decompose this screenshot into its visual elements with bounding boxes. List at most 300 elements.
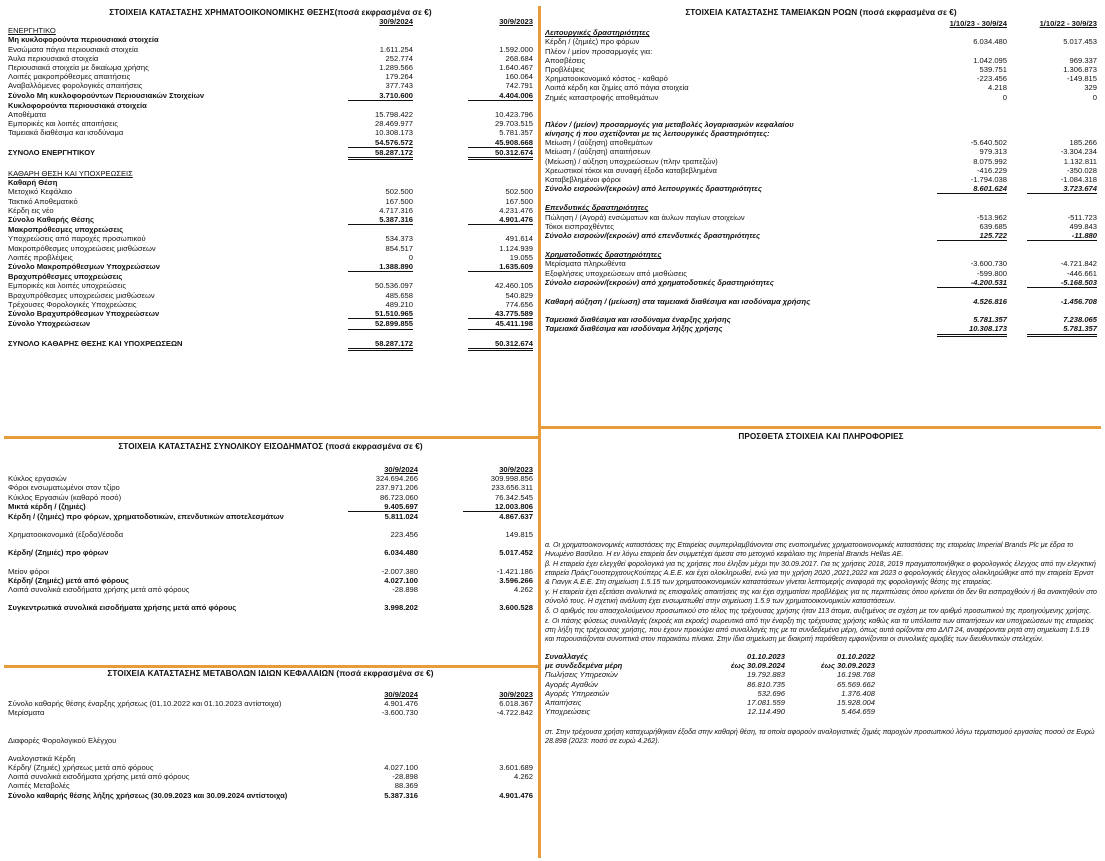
table-row: [545, 203, 1097, 212]
row-label: Εξοφλήσεις υποχρεώσεων από μισθώσεις: [545, 268, 687, 278]
value-previous: 499.843: [1069, 221, 1097, 231]
rp-label: Αγορές Αγαθών: [545, 679, 598, 689]
row-label: Μείωση / (αύξηση) αποθεμάτων: [545, 138, 653, 148]
table-row: [8, 110, 533, 119]
header-spacer: [8, 465, 348, 474]
table-row: [8, 169, 533, 178]
table-row: [8, 512, 533, 521]
value-previous: 43.775.589: [468, 309, 533, 319]
value-previous: 3.596.266: [499, 575, 533, 585]
table-row: [545, 120, 1097, 129]
row-label: ΣΥΝΟΛΟ ΕΝΕΡΓΗΤΙΚΟΥ: [8, 147, 96, 157]
row-label: ΣΥΝΟΛΟ ΚΑΘΑΡΗΣ ΘΕΣΗΣ ΚΑΙ ΥΠΟΧΡΕΩΣΕΩΝ: [8, 338, 183, 348]
row-label: Χρηματοοικονομικό κόστος - καθαρό: [545, 74, 668, 84]
column-header-2: 30/9/2023: [499, 465, 533, 474]
value-current: 854.517: [385, 243, 413, 253]
value-current: 1.042.095: [973, 55, 1007, 65]
rp-value-current: 86.810.735: [746, 679, 785, 689]
table-row: [8, 119, 533, 128]
table-row: [8, 225, 533, 234]
value-previous: 167.500: [505, 196, 533, 206]
value-current: 10.308.173: [374, 128, 413, 138]
value-current: 58.287.172: [348, 148, 413, 160]
value-current: -5.640.502: [970, 138, 1007, 148]
notes-paragraphs: [545, 541, 1097, 644]
row-label: Μικτά κέρδη / (ζημιές): [8, 501, 86, 511]
value-current: 9.405.697: [348, 502, 418, 512]
table-row: [545, 37, 1097, 46]
table-row: [8, 483, 533, 492]
value-previous: -4.721.842: [1060, 259, 1097, 269]
rp-col2-header: 01.10.2022: [836, 652, 875, 661]
row-label: ΕΝΕΡΓΗΤΙΚΟ: [8, 26, 56, 36]
value-current: 8.075.992: [973, 156, 1007, 166]
related-parties-table: [545, 652, 875, 716]
row-label: Καταβεβλημένοι φόροι: [545, 175, 621, 185]
value-current: 252.774: [385, 53, 413, 63]
row-label: Λοιπές Μεταβολές: [8, 781, 70, 791]
row-label: Μερίσματα πληρωθέντα: [545, 259, 626, 269]
value-previous: 0: [1092, 92, 1097, 102]
value-current: 4.027.100: [384, 763, 418, 773]
row-label: Εμπορικές και λοιπές υποχρεώσεις: [8, 281, 126, 291]
table-row: [8, 781, 533, 790]
table-row: [8, 319, 533, 329]
value-previous: 5.781.357: [499, 128, 533, 138]
table-row: [545, 65, 1097, 74]
note-paragraph: ε. Οι πάσης φύσεως συναλλαγές (εκροές και εκροές) σωρευτικά από την έναρξη της τρέχουσας χρήσης καθώς και τα υπόλοιπα των απαιτήσεων και υποχρεώσεων της εταιρείας στη λήξη της τρέχουσας χρήσης, που έχουν προκύψει από συναλλαγές της με τα συνδεδεμένα μέρη, όπως αυτά ορίζονται στο ΔΛΠ 24, αναφέρονται ρητά στη σημείωση 1.5.19 και παρουσιάζονται συνοπτικά στον παρακάτω πίνακα. Στην ίδια σημείωση με διακριτή παράθεση εμφανίζονται οι συνολικές αμοιβές των διευθυντικών στελεχών.: [545, 617, 1094, 643]
row-label: Υποχρεώσεις από παροχές προσωπικού: [8, 234, 146, 244]
table-row: [545, 83, 1097, 92]
column-header-2: 30/9/2023: [499, 690, 533, 699]
table-row: [545, 138, 1097, 147]
row-label: Βραχυπρόθεσμες υποχρεώσεις μισθώσεων: [8, 290, 155, 300]
row-label: Σύνολο Καθαρής Θέσης: [8, 215, 94, 225]
value-current: 28.469.977: [374, 119, 413, 129]
value-previous: 502.500: [505, 187, 533, 197]
row-label: Σύνολο εισροών/(εκροών) από λειτουργικές δραστηριότητες: [545, 184, 762, 194]
value-previous: 42.460.105: [494, 281, 533, 291]
value-current: 5.387.316: [348, 215, 413, 225]
table-row: [545, 47, 1097, 56]
value-previous: -149.815: [1067, 74, 1097, 84]
notes-footer: στ. Στην τρέχουσα χρήση καταχωρήθηκαν έξοδα στην καθαρή θέση, τα οποία αφορούν αναλογιστικές ζημιές παροχών προσωπικού λόγω τερματισμού εργασίας ποσού σε Ευρώ 28.898 (2023: ποσό σε ευρώ 4.262).: [545, 728, 1095, 746]
rp-value-previous: 15.928.004: [836, 698, 875, 708]
value-current: -223.456: [977, 74, 1007, 84]
column-header-1: 30/9/2024: [379, 17, 413, 26]
value-current: 237.971.206: [375, 483, 418, 493]
row-label: Κέρδη / (ζημιές) προ φόρων: [545, 37, 640, 47]
column-header-1: 1/10/23 - 30/9/24: [949, 19, 1007, 28]
table-row: [545, 28, 1097, 37]
rp-value-current: 17.081.559: [746, 698, 785, 708]
row-label: Σύνολο εισροών/(εκροών) από χρηματοδοτικές δραστηριότητες: [545, 277, 774, 287]
table-row: [545, 213, 1097, 222]
table-row: [8, 708, 533, 717]
row-label: ΚΑΘΑΡΗ ΘΕΣΗ ΚΑΙ ΥΠΟΧΡΕΩΣΕΙΣ: [8, 169, 133, 179]
row-label: κίνησης ή που σχετίζονται με τις λειτουργικές δραστηριότητες:: [545, 129, 770, 139]
value-current: 5.387.316: [384, 790, 418, 800]
value-previous: 160.064: [505, 72, 533, 82]
table-row: [8, 101, 533, 110]
table-row: [8, 339, 533, 351]
value-current: -3.600.730: [970, 259, 1007, 269]
spacer-row: [8, 745, 533, 754]
rp-label: Απαιτήσεις: [545, 698, 582, 708]
value-previous: 1.592.000: [499, 44, 533, 54]
table-row: [8, 567, 533, 576]
spacer-row: [8, 594, 533, 603]
row-label: Διαφορές Φορολογικού Ελέγχου: [8, 735, 117, 745]
value-current: 1.388.890: [348, 262, 413, 272]
table-row: [8, 138, 533, 148]
row-label: Χρηματοδοτικές δραστηριότητες: [545, 250, 662, 260]
table-row: [8, 754, 533, 763]
table-row: [545, 297, 1097, 306]
row-label: Αναλογιστικά Κέρδη: [8, 753, 76, 763]
value-current: 223.456: [390, 530, 418, 540]
table-row: [545, 129, 1097, 138]
rp-row: [545, 689, 875, 698]
row-label: Τρέχουσες Φορολογικές Υποχρεώσεις: [8, 299, 137, 309]
value-current: 125.722: [937, 231, 1007, 241]
spacer-row: [545, 194, 1097, 203]
table-row: [8, 206, 533, 215]
table-header-row: [545, 19, 1097, 28]
rp-row: [545, 680, 875, 689]
additional-info-section: [545, 432, 1097, 746]
value-previous: 6.018.367: [499, 699, 533, 709]
table-row: [8, 281, 533, 290]
value-previous: 45.908.668: [468, 138, 533, 148]
spacer-row: [545, 111, 1097, 120]
rp-label: Αγορές Υπηρεσιών: [545, 688, 610, 698]
balance-sheet-section: [8, 8, 533, 351]
table-row: [8, 128, 533, 137]
value-previous: 742.791: [505, 81, 533, 91]
row-label: Σύνολο Μακροπρόθεσμων Υποχρεώσεων: [8, 262, 160, 272]
value-current: 179.264: [385, 72, 413, 82]
row-label: Σύνολο Υποχρεώσεων: [8, 319, 91, 329]
table-row: [545, 184, 1097, 194]
row-label: Λοιπά κέρδη και ζημίες από πάγια στοιχεία: [545, 83, 689, 93]
rp-label: Υποχρεώσεις: [545, 707, 591, 717]
table-row: [8, 262, 533, 272]
equity-changes-section: [8, 669, 533, 800]
value-previous: -11.880: [1027, 231, 1097, 241]
equity-changes-table: [8, 690, 533, 800]
row-label: Τακτικό Αποθεματικό: [8, 196, 78, 206]
table-row: [545, 259, 1097, 268]
column-divider: [538, 6, 541, 858]
row-label: Σύνολο καθαρής θέσης έναρξης χρήσεως (01.10.2022 και 01.10.2023 αντίστοιχα): [8, 699, 282, 709]
column-header-1: 30/9/2024: [384, 690, 418, 699]
table-row: [545, 324, 1097, 336]
spacer-row: [8, 330, 533, 339]
value-previous: 1.124.939: [499, 243, 533, 253]
value-current: 4.901.476: [384, 699, 418, 709]
row-label: Καθαρή αύξηση / (μείωση) στα ταμειακά διαθέσιμα και ισοδύναμα χρήσης: [545, 297, 811, 307]
row-label: Χρεωστικοί τόκοι και συναφή έξοδα καταβεβλημένα: [545, 165, 717, 175]
value-current: 4.717.316: [379, 205, 413, 215]
value-current: 502.500: [385, 187, 413, 197]
row-label: Προβλέψεις: [545, 65, 585, 75]
spacer-row: [8, 539, 533, 548]
value-previous: 491.614: [505, 234, 533, 244]
row-label: Λειτουργικές δραστηριότητες: [545, 28, 650, 38]
value-previous: -350.028: [1067, 165, 1097, 175]
row-label: Κέρδη εις νέο: [8, 205, 54, 215]
income-statement-table: [8, 465, 533, 612]
table-row: [8, 253, 533, 262]
value-current: 10.308.173: [937, 324, 1007, 336]
value-previous: 309.998.856: [490, 474, 533, 484]
table-row: [545, 93, 1097, 102]
column-header-2: 30/9/2023: [499, 17, 533, 26]
value-previous: 4.231.476: [499, 205, 533, 215]
additional-info-title: ΠΡΟΣΘΕΤΑ ΣΤΟΙΧΕΙΑ ΚΑΙ ΠΛΗΡΟΦΟΡΙΕΣ: [738, 432, 904, 441]
row-label: (Μείωση) / αύξηση υποχρεώσεων (πλην τραπεζών): [545, 156, 718, 166]
value-previous: 45.411.198: [468, 319, 533, 329]
value-current: 88.369: [394, 781, 418, 791]
table-row: [545, 269, 1097, 278]
value-previous: 4.262: [513, 585, 533, 595]
value-current: 979.313: [979, 147, 1007, 157]
value-current: -599.800: [977, 268, 1007, 278]
table-row: [8, 187, 533, 196]
value-previous: -4.722.842: [496, 708, 533, 718]
section-divider: [4, 665, 538, 668]
table-row: [8, 300, 533, 309]
table-row: [8, 603, 533, 612]
row-label: Πώληση / (Αγορά) ενσώματων και άυλων παγίων στοιχείων: [545, 212, 745, 222]
row-label: Σύνολο Μη κυκλοφορούντων Περιουσιακών Στοιχείων: [8, 90, 205, 100]
rp-rows: [545, 670, 875, 716]
value-current: 1.289.566: [379, 63, 413, 73]
row-label: Αποσβέσεις: [545, 55, 586, 65]
row-label: [8, 138, 348, 148]
value-previous: 4.901.476: [499, 790, 533, 800]
row-label: Σύνολο καθαρής θέσης λήξης χρήσεως (30.09.2023 και 30.09.2024 αντίστοιχα): [8, 790, 288, 800]
value-previous: 268.684: [505, 53, 533, 63]
table-row: [8, 791, 533, 800]
value-current: 4.218: [987, 83, 1007, 93]
value-previous: 76.342.545: [494, 492, 533, 502]
table-row: [8, 530, 533, 539]
spacer-row: [8, 558, 533, 567]
equity-changes-title: ΣΤΟΙΧΕΙΑ ΚΑΤΑΣΤΑΣΗΣ ΜΕΤΑΒΟΛΩΝ ΙΔΙΩΝ ΚΕΦΑΛΑΙΩΝ (ποσά εκφρασμένα σε €): [107, 669, 434, 678]
table-row: [8, 291, 533, 300]
value-previous: 1.306.873: [1063, 65, 1097, 75]
value-previous: -1.456.708: [1060, 297, 1097, 307]
row-label: Καθαρή Θέση: [8, 178, 58, 188]
spacer-row: [545, 288, 1097, 297]
value-previous: 7.238.065: [1063, 315, 1097, 325]
value-previous: -5.168.503: [1027, 278, 1097, 288]
rp-value-previous: 5.464.659: [841, 707, 875, 717]
row-label: Σύνολο Βραχυπρόθεσμων Υποχρεώσεων: [8, 309, 160, 319]
value-current: 1.611.254: [379, 44, 413, 54]
rp-col1-subheader: έως 30.09.2024: [730, 661, 785, 671]
value-current: 8.601.624: [937, 184, 1007, 194]
cash-flow-title: ΣΤΟΙΧΕΙΑ ΚΑΤΑΣΤΑΣΗΣ ΤΑΜΕΙΑΚΩΝ ΡΟΩΝ (ποσά εκφρασμένα σε €): [685, 8, 957, 17]
row-label: Μείον φόροι: [8, 566, 49, 576]
table-row: [8, 576, 533, 585]
table-row: [8, 234, 533, 243]
table-row: [545, 222, 1097, 231]
value-previous: 5.017.453: [1063, 37, 1097, 47]
table-row: [545, 278, 1097, 288]
table-row: [8, 699, 533, 708]
rp-value-previous: 65.569.662: [836, 679, 875, 689]
table-row: [8, 272, 533, 281]
row-label: Περιουσιακά στοιχεία με δικαίωμα χρήσης: [8, 63, 149, 73]
spacer-row: [545, 102, 1097, 111]
value-previous: 4.262: [513, 772, 533, 782]
value-current: -1.794.038: [970, 175, 1007, 185]
row-label: Μείωση / (αύξηση) απαιτήσεων: [545, 147, 651, 157]
value-current: -513.962: [977, 212, 1007, 222]
table-row: [8, 54, 533, 63]
value-current: 167.500: [385, 196, 413, 206]
row-label: Βραχυπρόθεσμες υποχρεώσεις: [8, 272, 123, 282]
value-current: 86.723.060: [379, 492, 418, 502]
value-current: -3.600.730: [381, 708, 418, 718]
note-paragraph: δ. Ο αριθμός του απασχολούμενου προσωπικού στο τέλος της τρέχουσας χρήσης ήταν 113 άτομα, αυξημένος σε σχέση με τον αριθμό προσωπικού της προηγούμενης χρήσης.: [545, 607, 1092, 615]
table-row: [8, 474, 533, 483]
table-row: [8, 548, 533, 557]
row-label: Συγκεντρωτικά συνολικά εισοδήματα χρήσης μετά από φόρους: [8, 603, 237, 613]
value-previous: 1.635.609: [468, 262, 533, 272]
value-current: 6.034.480: [973, 37, 1007, 47]
rp-value-current: 532.696: [757, 688, 785, 698]
value-previous: -3.304.234: [1060, 147, 1097, 157]
row-label: Αποθέματα: [8, 110, 47, 120]
note-paragraph: α. Οι χρηματοοικονομικές καταστάσεις της Εταιρείας συμπεριλαμβάνονται στις ενοποιημένες χρηματοοικονομικές καταστάσεις της εταιρείας Imperial Brands Plc με έδρα το Ηνωμένο Βασίλειο. Η εν λόγω εταιρεία δεν συμμετέχει άμεσα στο μετοχικό κεφάλαιο της Imperial Brands Hellas AE.: [545, 541, 1074, 558]
value-previous: -446.661: [1067, 268, 1097, 278]
spacer-row: [8, 727, 533, 736]
table-row: [8, 91, 533, 101]
row-label: Μη κυκλοφορούντα περιουσιακά στοιχεία: [8, 35, 159, 45]
rp-value-previous: 16.198.768: [836, 670, 875, 680]
table-row: [8, 309, 533, 319]
table-row: [8, 763, 533, 772]
value-previous: 29.703.515: [494, 119, 533, 129]
rp-col2-subheader: έως 30.09.2023: [820, 661, 875, 671]
rp-title: Συναλλαγές: [545, 652, 588, 661]
row-label: Ζημιές καταστροφής αποθεμάτων: [545, 92, 659, 102]
value-current: 0: [408, 252, 413, 262]
row-label: Φόροι ενσωματωμένοι στον τζίρο: [8, 483, 120, 493]
header-spacer: [545, 19, 937, 28]
value-current: -28.898: [392, 585, 418, 595]
row-label: Εμπορικές και λοιπές απαιτήσεις: [8, 119, 118, 129]
value-current: 6.034.480: [384, 548, 418, 558]
value-current: 0: [1002, 92, 1007, 102]
value-previous: 4.404.006: [468, 91, 533, 101]
value-previous: 3.600.528: [499, 603, 533, 613]
row-label: Λοιπές μακροπρόθεσμες απαιτήσεις: [8, 72, 131, 82]
table-row: [545, 157, 1097, 166]
table-row: [8, 63, 533, 72]
row-label: Τόκοι εισπραχθέντες: [545, 221, 614, 231]
value-current: 485.658: [385, 290, 413, 300]
table-row: [545, 250, 1097, 259]
row-label: Κύκλος Εργασιών (καθαρό ποσό): [8, 492, 122, 502]
row-label: Πλέον / μείον προσαρμογές για:: [545, 46, 653, 56]
row-label: Πλέον / (μείον) προσαρμογές για μεταβολές λογαριασμών κεφαλαίου: [545, 119, 794, 129]
row-label: Μακροπρόθεσμες υποχρεώσεις: [8, 225, 124, 235]
value-previous: 5.017.452: [499, 548, 533, 558]
row-label: Ταμειακά διαθέσιμα και ισοδύναμα έναρξης χρήσης: [545, 315, 731, 325]
rp-value-current: 19.792.883: [746, 670, 785, 680]
balance-sheet-title: ΣΤΟΙΧΕΙΑ ΚΑΤΑΣΤΑΣΗΣ ΧΡΗΜΑΤΟΟΙΚΟΝΟΜΙΚΗΣ ΘΕΣΗΣ(ποσά εκφρασμένα σε €): [109, 8, 432, 17]
rp-value-current: 12.114.490: [747, 707, 785, 717]
value-previous: 1.132.811: [1063, 156, 1097, 166]
row-label: Κέρδη / (ζημιές) προ φόρων, χρηματοδοτικών, επενδυτικών αποτελεσμάτων: [8, 512, 284, 522]
column-header-2: 1/10/22 - 30/9/23: [1039, 19, 1097, 28]
table-row: [8, 493, 533, 502]
table-row: [545, 315, 1097, 324]
value-previous: 3.601.689: [499, 763, 533, 773]
section-divider: [4, 436, 538, 439]
value-current: -28.898: [392, 772, 418, 782]
table-row: [545, 147, 1097, 156]
table-row: [8, 81, 533, 90]
table-row: [8, 35, 533, 44]
value-current: -4.200.531: [937, 278, 1007, 288]
row-label: Κυκλοφορούντα περιουσιακά στοιχεία: [8, 100, 147, 110]
value-current: 489.210: [385, 299, 413, 309]
value-previous: 969.337: [1069, 55, 1097, 65]
value-current: 50.536.097: [374, 281, 413, 291]
value-current: 639.685: [979, 221, 1007, 231]
rp-row: [545, 670, 875, 679]
value-previous: 50.312.674: [468, 339, 533, 351]
row-label: Ενσώματα πάγια περιουσιακά στοιχεία: [8, 44, 139, 54]
value-previous: -1.084.318: [1060, 175, 1097, 185]
row-label: Λοιπές προβλέψεις: [8, 252, 73, 262]
value-previous: -511.723: [1067, 212, 1097, 222]
value-previous: 233.656.311: [491, 483, 533, 493]
value-current: 54.576.572: [348, 138, 413, 148]
value-previous: 1.640.467: [499, 63, 533, 73]
value-current: 377.743: [385, 81, 413, 91]
row-label: Κέρδη/ (Ζημιές) μετά από φόρους: [8, 575, 129, 585]
note-paragraph: γ. Η εταιρεία έχει εξετάσει αναλυτικά τις επισφαλείς απαιτήσεις της και έχει σχηματίσει προβλέψεις για τις περιπτώσεις όπου κρίνεται ότι δεν θα εισπραχθούν ή θα ανακτηθούν στο σύνολό τους. Η σχετική ανάλυση έχει ενσωματωθεί στην σημείωση 1.5.9 των χρηματοοικονομικών καταστάσεων.: [545, 588, 1097, 605]
value-current: 58.287.172: [348, 339, 413, 351]
table-header-row: [8, 17, 533, 26]
rp-subtitle: με συνδεδεμένα μέρη: [545, 661, 623, 671]
table-row: [8, 585, 533, 594]
value-previous: 4.901.476: [468, 215, 533, 225]
header-spacer: [8, 690, 348, 699]
header-spacer: [8, 17, 348, 26]
note-paragraph: β. Η εταιρεία έχει ελεγχθεί φορολογικά για τις χρήσεις που έληξαν μέχρι την 30.09.2017. Για τις χρήσεις 2018, 2019 πραγματοποιήθηκε ο φορολογικός έλεγχος από την ελεγκτική εταιρεία ΠράιςΓουοτερχαουςΚούπερς Α.Ε.Ε. και έχει ολοκληρωθεί, ενώ για την χρήση 2020 ,2021,2022 και 2023 ο φορολογικός έλεγχος ολοκληρώθηκε από την εταιρεία Έρνστ & Γιανγκ Α.Ε.Ε. Στη σημείωση 1.5.15 των χρηματοοικονομικών καταστάσεων γίνεται λεπτομερής αναφορά της φορολογικής θέσης της εταιρείας.: [545, 560, 1096, 586]
table-row: [8, 178, 533, 187]
value-current: 5.811.024: [384, 512, 418, 522]
row-label: Μακροπρόθεσμες υποχρεώσεις μισθώσεων: [8, 243, 156, 253]
table-row: [8, 72, 533, 81]
row-label: Μερίσματα: [8, 708, 45, 718]
column-header-1: 30/9/2024: [384, 465, 418, 474]
value-current: 4.027.100: [384, 575, 418, 585]
table-row: [8, 772, 533, 781]
row-label: Λοιπά συνολικά εισοδήματα χρήσης μετά από φόρους: [8, 585, 190, 595]
table-row: [8, 45, 533, 54]
table-row: [8, 215, 533, 225]
row-label: Άυλα περιουσιακά στοιχεία: [8, 53, 99, 63]
